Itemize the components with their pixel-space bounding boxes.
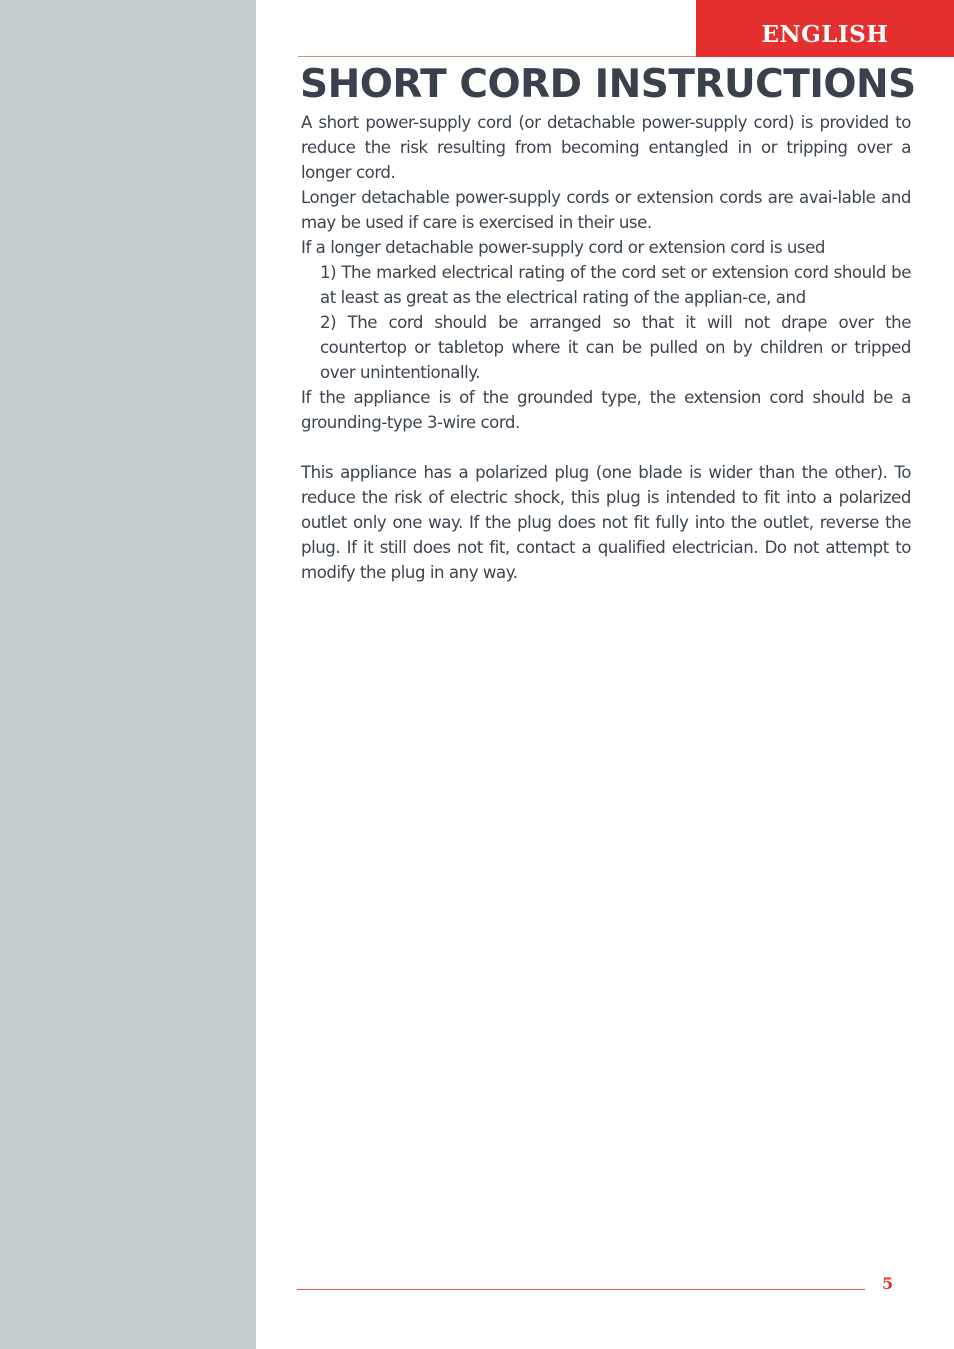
paragraph-gap [301, 435, 911, 460]
language-label: ENGLISH [761, 21, 889, 48]
paragraph-longer-cords: Longer detachable power-supply cords or extension cords are avai-lable and may be used if care is exercised in their use. [301, 188, 911, 232]
side-band [0, 0, 256, 1349]
body-text [301, 110, 911, 585]
list-item-rating: 1) The marked electrical rating of the cord set or extension cord should be at least as great as the electrical rating of the applian-ce, and [320, 263, 911, 307]
paragraph-grounded: If the appliance is of the grounded type, the extension cord should be a grounding-type 3-wire cord. [301, 388, 911, 432]
paragraph-if-longer-used: If a longer detachable power-supply cord or extension cord is used [301, 238, 825, 257]
page-number: 5 [882, 1274, 894, 1293]
language-tab [696, 0, 954, 57]
paragraph-short-cord: A short power-supply cord (or detachable power-supply cord) is provided to reduce the risk resulting from becoming entangled in or tripping over a longer cord. [301, 113, 911, 182]
list-item-arrangement: 2) The cord should be arranged so that it will not drape over the countertop or tabletop where it can be pulled on by children or tripped over unintentionally. [320, 313, 911, 382]
page-title: SHORT CORD INSTRUCTIONS [300, 62, 916, 107]
paragraph-polarized-plug: This appliance has a polarized plug (one blade is wider than the other). To reduce the risk of electric shock, this plug is intended to fit into a polarized outlet only one way. If the plug does not fit fully into the outlet, reverse the plug. If it still does not fit, contact a qualified electrician. Do not attempt to modify the plug in any way. [301, 463, 911, 582]
top-rule [298, 56, 696, 57]
bottom-rule [297, 1289, 865, 1290]
